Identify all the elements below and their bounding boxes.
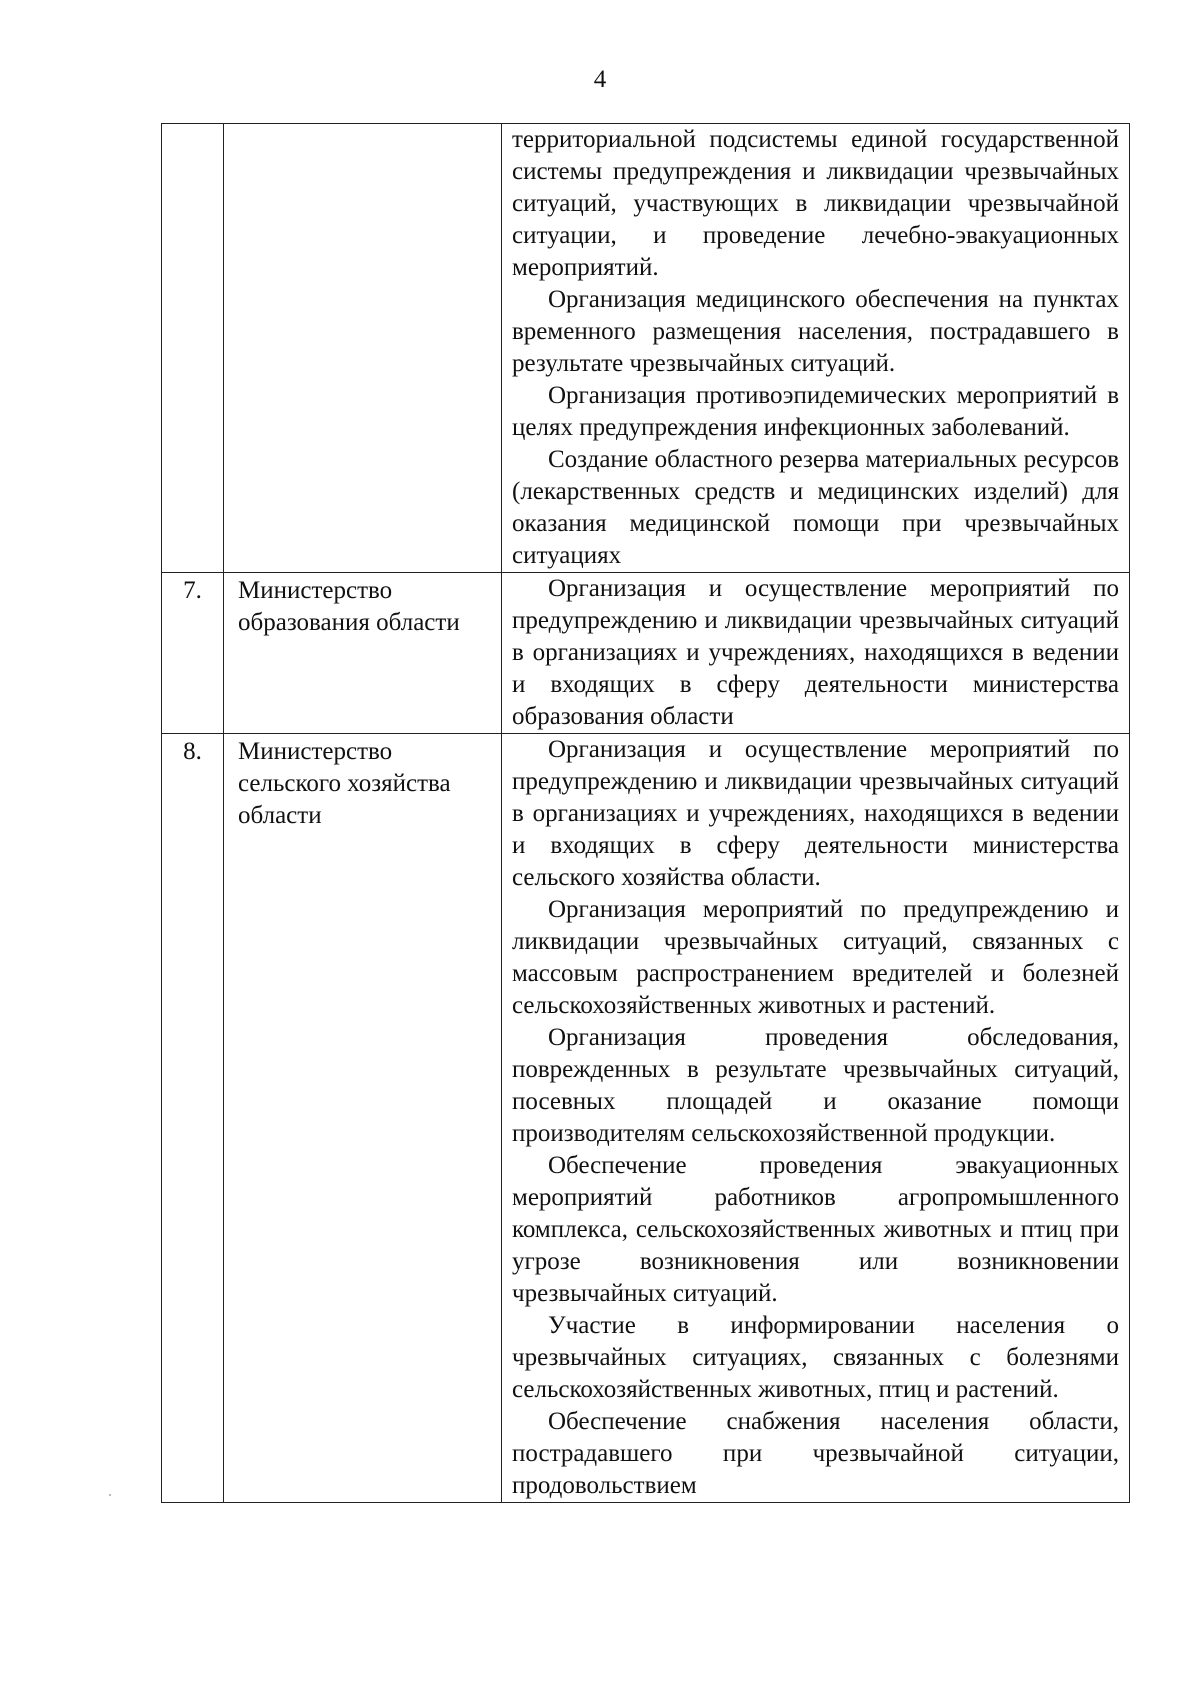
measure-paragraph: Обеспечение проведения эвакуационных мероприятий работников агропромышленного комплекса, сельскохозяйственных животных и птиц при угрозе возникновения или возникновении чрезвычайных ситуаций.: [512, 1152, 1119, 1307]
row-number-cell: 8.: [162, 734, 224, 1503]
measure-paragraph: Организация и осуществление мероприятий по предупреждению и ликвидации чрезвычайных ситуаций в организациях и учреждениях, находящихся в ведении и входящих в сферу деятельности министерства образования области: [512, 575, 1119, 730]
organization-cell: Министерство образования области: [224, 573, 502, 734]
table-row: [162, 124, 1130, 573]
measure-paragraph: Организация проведения обследования, поврежденных в результате чрезвычайных ситуаций, посевных площадей и оказание помощи производителям сельскохозяйственной продукции.: [512, 1024, 1119, 1147]
measures-cell: [502, 573, 1130, 734]
measure-paragraph: Организация медицинского обеспечения на пунктах временного размещения населения, пострадавшего в результате чрезвычайных ситуаций.: [512, 286, 1119, 377]
scan-speck: [109, 1494, 111, 1496]
table-row: [162, 734, 1130, 1503]
row-number-cell: 7.: [162, 573, 224, 734]
measure-paragraph: Организация и осуществление мероприятий по предупреждению и ликвидации чрезвычайных ситуаций в организациях и учреждениях, находящихся в ведении и входящих в сферу деятельности министерства сельского хозяйства области.: [512, 736, 1119, 891]
measures-cell: [502, 124, 1130, 573]
measure-paragraph: территориальной подсистемы единой государственной системы предупреждения и ликвидации чрезвычайных ситуаций, участвующих в ликвидации чрезвычайной ситуации, и проведение лечебно-эвакуационных мероприятий.: [512, 126, 1119, 281]
measure-paragraph: Создание областного резерва материальных ресурсов (лекарственных средств и медицинских изделий) для оказания медицинской помощи при чрезвычайных ситуациях: [512, 446, 1119, 569]
measure-paragraph: Обеспечение снабжения населения области, пострадавшего при чрезвычайной ситуации, продовольствием: [512, 1408, 1119, 1499]
page-number: 4: [593, 66, 607, 93]
measure-paragraph: Организация мероприятий по предупреждению и ликвидации чрезвычайных ситуаций, связанных с массовым распространением вредителей и болезней сельскохозяйственных животных и растений.: [512, 896, 1119, 1019]
measure-paragraph: Участие в информировании населения о чрезвычайных ситуациях, связанных с болезнями сельскохозяйственных животных, птиц и растений.: [512, 1312, 1119, 1403]
responsibilities-table: [161, 123, 1130, 1503]
table-row: [162, 573, 1130, 734]
measure-paragraph: Организация противоэпидемических мероприятий в целях предупреждения инфекционных заболеваний.: [512, 382, 1119, 441]
measures-cell: [502, 734, 1130, 1503]
organization-cell: [224, 124, 502, 573]
row-number-cell: [162, 124, 224, 573]
organization-cell: Министерство сельского хозяйства области: [224, 734, 502, 1503]
